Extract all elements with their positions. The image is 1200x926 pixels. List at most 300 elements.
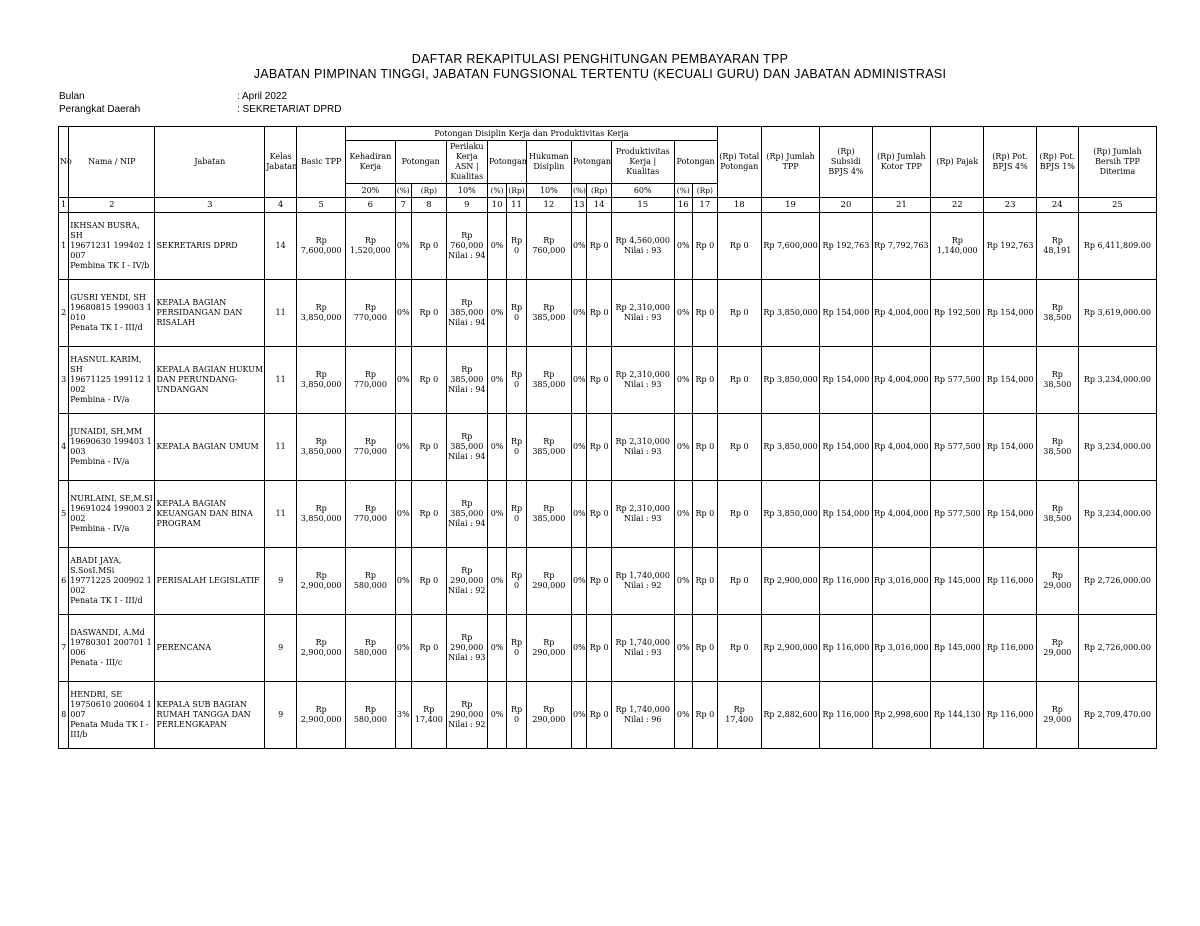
column-number-row [59,198,1157,213]
header-no: No [59,127,69,198]
jumlah-kotor: Rp 7,792,763 [872,213,930,280]
potongan-perilaku-rp: Rp 0 [507,347,526,414]
potongan-kehadiran-rp: Rp 0 [411,347,446,414]
perilaku-kerja: Rp 290,000 Nilai : 93 [446,615,487,682]
employee-nama: HASNUL KARIM, SH [70,355,142,374]
subsidi-bpjs: Rp 116,000 [820,615,872,682]
potongan-perilaku-pct: 0% [487,682,506,749]
jumlah-bersih: Rp 3,619,000.00 [1078,280,1156,347]
total-potongan: Rp 0 [717,548,761,615]
column-number: 21 [872,198,930,213]
hukuman-disiplin: Rp 385,000 [526,347,571,414]
pot-bpjs1: Rp 48,191 [1036,213,1078,280]
column-number: 23 [984,198,1036,213]
basic-tpp: Rp 2,900,000 [297,548,346,615]
column-number: 10 [487,198,506,213]
subsidi-bpjs: Rp 154,000 [820,481,872,548]
employee-name [69,548,155,615]
column-number: 4 [265,198,297,213]
row-no: 6 [59,548,69,615]
header-pajak: (Rp) Pajak [931,127,984,198]
meta-bulan [59,91,287,102]
header-potongan-hk: Potongan [571,141,611,184]
employee-jabatan: KEPALA BAGIAN PERSIDANGAN DAN RISALAH [155,280,265,347]
header-subsidi: (Rp) Subsidi BPJS 4% [820,127,872,198]
pot-bpjs4: Rp 154,000 [984,280,1036,347]
produktivitas-kerja: Rp 2,310,000 Nilai : 93 [611,414,674,481]
pot-bpjs4: Rp 192,763 [984,213,1036,280]
column-number: 12 [526,198,571,213]
header-group: Potongan Disiplin Kerja dan Produktivitas Kerja [346,127,717,141]
table-row [59,280,1157,347]
header-kehadiran: Kehadiran Kerja [346,141,395,184]
potongan-hukuman-rp: Rp 0 [587,481,612,548]
potongan-perilaku-rp: Rp 0 [507,548,526,615]
jumlah-bersih: Rp 6,411,809.00 [1078,213,1156,280]
employee-nama: GUSRI YENDI, SH [70,293,146,302]
potongan-produktivitas-pct: 0% [674,280,692,347]
potongan-kehadiran-rp: Rp 0 [411,213,446,280]
header-pct-hukuman: 10% [526,184,571,198]
potongan-hukuman-rp: Rp 0 [587,280,612,347]
employee-nama: ABADI JAYA, S.SosI.MSi [70,556,122,575]
hukuman-disiplin: Rp 385,000 [526,481,571,548]
potongan-perilaku-rp: Rp 0 [507,682,526,749]
potongan-produktivitas-pct: 0% [674,615,692,682]
pot-bpjs1: Rp 38,500 [1036,481,1078,548]
header-row-1 [59,127,1157,141]
column-number: 9 [446,198,487,213]
table-row [59,548,1157,615]
potongan-perilaku-pct: 0% [487,414,506,481]
potongan-hukuman-pct: 0% [571,682,586,749]
perilaku-kerja: Rp 385,000 Nilai : 94 [446,280,487,347]
header-rp-sym: (Rp) [411,184,446,198]
jumlah-bersih: Rp 3,234,000.00 [1078,481,1156,548]
employee-name [69,280,155,347]
jumlah-tpp: Rp 7,600,000 [761,213,819,280]
kehadiran-kerja: Rp 770,000 [346,414,395,481]
employee-nama: NURLAINI, SE,M.SI [70,494,153,503]
employee-nip: 19691024 199003 2 002 [70,504,152,523]
potongan-hukuman-rp: Rp 0 [587,213,612,280]
potongan-produktivitas-pct: 0% [674,213,692,280]
produktivitas-kerja: Rp 2,310,000 Nilai : 93 [611,347,674,414]
potongan-produktivitas-rp: Rp 0 [693,481,718,548]
header-hukuman: Hukuman Disiplin [526,141,571,184]
hukuman-disiplin: Rp 760,000 [526,213,571,280]
jumlah-kotor: Rp 3,016,000 [872,548,930,615]
potongan-kehadiran-rp: Rp 0 [411,280,446,347]
potongan-produktivitas-rp: Rp 0 [693,414,718,481]
employee-nip: 19671125 199112 1 002 [70,375,152,394]
pot-bpjs4: Rp 116,000 [984,548,1036,615]
kehadiran-kerja: Rp 770,000 [346,347,395,414]
potongan-produktivitas-pct: 0% [674,481,692,548]
produktivitas-kerja: Rp 1,740,000 Nilai : 96 [611,682,674,749]
row-no: 1 [59,213,69,280]
basic-tpp: Rp 3,850,000 [297,414,346,481]
jumlah-bersih: Rp 2,726,000.00 [1078,548,1156,615]
column-number: 14 [587,198,612,213]
kehadiran-kerja: Rp 1,520,000 [346,213,395,280]
potongan-perilaku-rp: Rp 0 [507,280,526,347]
pot-bpjs1: Rp 29,000 [1036,682,1078,749]
column-number: 11 [507,198,526,213]
column-number: 18 [717,198,761,213]
potongan-perilaku-pct: 0% [487,213,506,280]
produktivitas-kerja: Rp 2,310,000 Nilai : 93 [611,481,674,548]
potongan-perilaku-pct: 0% [487,481,506,548]
total-potongan: Rp 0 [717,213,761,280]
employee-jabatan: PERENCANA [155,615,265,682]
jumlah-tpp: Rp 3,850,000 [761,347,819,414]
employee-jabatan: KEPALA BAGIAN UMUM [155,414,265,481]
header-bersih: (Rp) Jumlah Bersih TPP Diterima [1078,127,1156,198]
jumlah-tpp: Rp 2,882,600 [761,682,819,749]
employee-jabatan: KEPALA SUB BAGIAN RUMAH TANGGA DAN PERLENGKAPAN [155,682,265,749]
employee-pangkat: Pembina TK I - IV/b [70,261,150,270]
pajak: Rp 577,500 [931,481,984,548]
potongan-kehadiran-pct: 0% [395,213,411,280]
column-number: 25 [1078,198,1156,213]
total-potongan: Rp 0 [717,347,761,414]
bulan-label: Bulan [59,91,85,102]
employee-pangkat: Pembina - IV/a [70,524,130,533]
header-perilaku: Perilaku Kerja ASN | Kualitas [446,141,487,184]
potongan-produktivitas-rp: Rp 0 [693,682,718,749]
jumlah-bersih: Rp 3,234,000.00 [1078,347,1156,414]
pajak: Rp 577,500 [931,414,984,481]
produktivitas-kerja: Rp 1,740,000 Nilai : 93 [611,615,674,682]
column-number: 24 [1036,198,1078,213]
pot-bpjs1: Rp 38,500 [1036,280,1078,347]
potongan-kehadiran-pct: 0% [395,280,411,347]
perilaku-kerja: Rp 290,000 Nilai : 92 [446,682,487,749]
kelas-jabatan: 11 [265,414,297,481]
header-rp-sym: (Rp) [587,184,612,198]
header-rp-sym: (Rp) [693,184,718,198]
potongan-kehadiran-rp: Rp 0 [411,481,446,548]
column-number: 6 [346,198,395,213]
header-pct-perilaku: 10% [446,184,487,198]
pajak: Rp 192,500 [931,280,984,347]
basic-tpp: Rp 2,900,000 [297,682,346,749]
potongan-perilaku-pct: 0% [487,347,506,414]
header-rp-sym: (Rp) [507,184,526,198]
jumlah-kotor: Rp 2,998,600 [872,682,930,749]
bulan-value: : April 2022 [237,91,288,102]
pajak: Rp 145,000 [931,615,984,682]
kehadiran-kerja: Rp 770,000 [346,481,395,548]
kelas-jabatan: 9 [265,682,297,749]
subsidi-bpjs: Rp 154,000 [820,347,872,414]
hukuman-disiplin: Rp 385,000 [526,280,571,347]
table-row [59,481,1157,548]
employee-nip: 19780301 200701 1 006 [70,638,152,657]
report-title: DAFTAR REKAPITULASI PENGHITUNGAN PEMBAYARAN TPP [411,52,789,66]
header-potongan-kh: Potongan [395,141,446,184]
pot-bpjs4: Rp 154,000 [984,414,1036,481]
perangkat-value: : SEKRETARIAT DPRD [237,104,342,115]
jumlah-kotor: Rp 4,004,000 [872,280,930,347]
kelas-jabatan: 9 [265,615,297,682]
jumlah-tpp: Rp 3,850,000 [761,481,819,548]
potongan-kehadiran-rp: Rp 0 [411,548,446,615]
basic-tpp: Rp 3,850,000 [297,280,346,347]
jumlah-kotor: Rp 3,016,000 [872,615,930,682]
subsidi-bpjs: Rp 116,000 [820,682,872,749]
potongan-produktivitas-pct: 0% [674,548,692,615]
potongan-hukuman-pct: 0% [571,347,586,414]
header-kelas: Kelas Jabatan [265,127,297,198]
employee-jabatan: SEKRETARIS DPRD [155,213,265,280]
potongan-kehadiran-pct: 0% [395,615,411,682]
employee-pangkat: Pembina - IV/a [70,457,130,466]
potongan-hukuman-pct: 0% [571,481,586,548]
subsidi-bpjs: Rp 192,763 [820,213,872,280]
column-number: 2 [69,198,155,213]
potongan-produktivitas-rp: Rp 0 [693,280,718,347]
potongan-hukuman-pct: 0% [571,414,586,481]
pajak: Rp 577,500 [931,347,984,414]
jumlah-tpp: Rp 3,850,000 [761,414,819,481]
potongan-perilaku-rp: Rp 0 [507,615,526,682]
report-subtitle: JABATAN PIMPINAN TINGGI, JABATAN FUNGSIONAL TERTENTU (KECUALI GURU) DAN JABATAN ADMINISTRASI [253,67,947,81]
pajak: Rp 1,140,000 [931,213,984,280]
employee-jabatan: KEPALA BAGIAN HUKUM DAN PERUNDANG-UNDANGAN [155,347,265,414]
perilaku-kerja: Rp 385,000 Nilai : 94 [446,481,487,548]
total-potongan: Rp 0 [717,481,761,548]
potongan-produktivitas-pct: 0% [674,414,692,481]
jumlah-tpp: Rp 3,850,000 [761,280,819,347]
column-number: 20 [820,198,872,213]
employee-jabatan: PERISALAH LEGISLATIF [155,548,265,615]
potongan-hukuman-rp: Rp 0 [587,414,612,481]
header-pct-sym: (%) [395,184,411,198]
employee-nip: 19690630 199403 1 003 [70,437,152,456]
jumlah-bersih: Rp 2,709,470.00 [1078,682,1156,749]
hukuman-disiplin: Rp 290,000 [526,548,571,615]
subsidi-bpjs: Rp 154,000 [820,414,872,481]
produktivitas-kerja: Rp 4,560,000 Nilai : 93 [611,213,674,280]
potongan-hukuman-pct: 0% [571,548,586,615]
potongan-perilaku-rp: Rp 0 [507,414,526,481]
pot-bpjs1: Rp 38,500 [1036,414,1078,481]
potongan-hukuman-pct: 0% [571,615,586,682]
kehadiran-kerja: Rp 580,000 [346,682,395,749]
jumlah-bersih: Rp 3,234,000.00 [1078,414,1156,481]
total-potongan: Rp 0 [717,414,761,481]
pot-bpjs4: Rp 116,000 [984,682,1036,749]
employee-pangkat: Penata - III/c [70,658,123,667]
potongan-kehadiran-pct: 3% [395,682,411,749]
basic-tpp: Rp 3,850,000 [297,347,346,414]
header-pct-sym: (%) [571,184,586,198]
row-no: 4 [59,414,69,481]
header-pct-kehadiran: 20% [346,184,395,198]
header-jabatan: Jabatan [155,127,265,198]
header-jumlah-tpp: (Rp) Jumlah TPP [761,127,819,198]
tpp-table [58,126,1157,749]
header-pct-sym: (%) [674,184,692,198]
employee-name [69,481,155,548]
employee-nip: 19771225 200902 1 002 [70,576,152,595]
meta-perangkat [59,104,341,115]
perilaku-kerja: Rp 290,000 Nilai : 92 [446,548,487,615]
potongan-perilaku-pct: 0% [487,548,506,615]
potongan-kehadiran-pct: 0% [395,414,411,481]
kelas-jabatan: 11 [265,280,297,347]
employee-nama: DASWANDI, A.Md [70,628,145,637]
potongan-hukuman-pct: 0% [571,280,586,347]
potongan-produktivitas-pct: 0% [674,347,692,414]
employee-name [69,213,155,280]
header-potongan-pd: Potongan [674,141,717,184]
employee-pangkat: Penata TK I - III/d [70,323,143,332]
employee-nip: 19750610 200604 1 007 [70,700,152,719]
potongan-produktivitas-rp: Rp 0 [693,615,718,682]
row-no: 5 [59,481,69,548]
employee-nama: IKHSAN BUSRA, SH [70,221,140,240]
pot-bpjs4: Rp 154,000 [984,481,1036,548]
jumlah-kotor: Rp 4,004,000 [872,347,930,414]
column-number: 7 [395,198,411,213]
produktivitas-kerja: Rp 2,310,000 Nilai : 93 [611,280,674,347]
column-number: 5 [297,198,346,213]
potongan-kehadiran-pct: 0% [395,548,411,615]
potongan-produktivitas-rp: Rp 0 [693,213,718,280]
header-pot-bpjs1: (Rp) Pot. BPJS 1% [1036,127,1078,198]
pot-bpjs4: Rp 154,000 [984,347,1036,414]
employee-name [69,347,155,414]
employee-pangkat: Pembina - IV/a [70,395,130,404]
subsidi-bpjs: Rp 116,000 [820,548,872,615]
perilaku-kerja: Rp 385,000 Nilai : 94 [446,414,487,481]
table-body [59,127,1157,749]
column-number: 3 [155,198,265,213]
pot-bpjs1: Rp 29,000 [1036,615,1078,682]
employee-jabatan: KEPALA BAGIAN KEUANGAN DAN BINA PROGRAM [155,481,265,548]
table-row [59,682,1157,749]
column-number: 19 [761,198,819,213]
jumlah-tpp: Rp 2,900,000 [761,615,819,682]
employee-nama: HENDRI, SE [70,690,123,699]
row-no: 2 [59,280,69,347]
subsidi-bpjs: Rp 154,000 [820,280,872,347]
potongan-kehadiran-rp: Rp 0 [411,414,446,481]
header-potongan-pr: Potongan [487,141,526,184]
column-number: 13 [571,198,586,213]
total-potongan: Rp 0 [717,615,761,682]
employee-nip: 19680815 199003 1 010 [70,303,152,322]
potongan-perilaku-rp: Rp 0 [507,213,526,280]
table-row [59,347,1157,414]
potongan-kehadiran-rp: Rp 17,400 [411,682,446,749]
header-pct-sym: (%) [487,184,506,198]
total-potongan: Rp 0 [717,280,761,347]
potongan-kehadiran-pct: 0% [395,481,411,548]
kelas-jabatan: 11 [265,347,297,414]
header-pot-bpjs4: (Rp) Pot. BPJS 4% [984,127,1036,198]
potongan-perilaku-pct: 0% [487,280,506,347]
perilaku-kerja: Rp 760,000 Nilai : 94 [446,213,487,280]
table-row [59,615,1157,682]
header-total-potongan: (Rp) Total Potongan [717,127,761,198]
header-basic: Basic TPP [297,127,346,198]
column-number: 8 [411,198,446,213]
table-row [59,414,1157,481]
potongan-hukuman-rp: Rp 0 [587,615,612,682]
column-number: 22 [931,198,984,213]
kelas-jabatan: 9 [265,548,297,615]
hukuman-disiplin: Rp 290,000 [526,682,571,749]
header-produktivitas: Produktivitas Kerja | Kualitas [611,141,674,184]
potongan-hukuman-rp: Rp 0 [587,548,612,615]
employee-nama: JUNAIDI, SH,MM [70,427,143,436]
jumlah-kotor: Rp 4,004,000 [872,414,930,481]
kelas-jabatan: 14 [265,213,297,280]
pot-bpjs1: Rp 29,000 [1036,548,1078,615]
potongan-produktivitas-pct: 0% [674,682,692,749]
potongan-hukuman-pct: 0% [571,213,586,280]
kelas-jabatan: 11 [265,481,297,548]
kehadiran-kerja: Rp 580,000 [346,548,395,615]
row-no: 7 [59,615,69,682]
potongan-produktivitas-rp: Rp 0 [693,548,718,615]
potongan-kehadiran-rp: Rp 0 [411,615,446,682]
basic-tpp: Rp 3,850,000 [297,481,346,548]
employee-name [69,414,155,481]
row-no: 8 [59,682,69,749]
header-nama: Nama / NIP [69,127,155,198]
basic-tpp: Rp 7,600,000 [297,213,346,280]
employee-nip: 19671231 199402 1 007 [70,241,152,260]
basic-tpp: Rp 2,900,000 [297,615,346,682]
employee-name [69,682,155,749]
employee-pangkat: Penata TK I - III/d [70,596,143,605]
potongan-perilaku-pct: 0% [487,615,506,682]
employee-name [69,615,155,682]
column-number: 15 [611,198,674,213]
column-number: 1 [59,198,69,213]
perangkat-label: Perangkat Daerah [59,104,141,115]
potongan-kehadiran-pct: 0% [395,347,411,414]
table-row [59,213,1157,280]
pajak: Rp 145,000 [931,548,984,615]
potongan-produktivitas-rp: Rp 0 [693,347,718,414]
potongan-hukuman-rp: Rp 0 [587,347,612,414]
column-number: 17 [693,198,718,213]
row-no: 3 [59,347,69,414]
header-pct-produktivitas: 60% [611,184,674,198]
header-jumlah-kotor: (Rp) Jumlah Kotor TPP [872,127,930,198]
hukuman-disiplin: Rp 290,000 [526,615,571,682]
jumlah-tpp: Rp 2,900,000 [761,548,819,615]
pot-bpjs4: Rp 116,000 [984,615,1036,682]
pajak: Rp 144,130 [931,682,984,749]
jumlah-kotor: Rp 4,004,000 [872,481,930,548]
total-potongan: Rp 17,400 [717,682,761,749]
column-number: 16 [674,198,692,213]
hukuman-disiplin: Rp 385,000 [526,414,571,481]
perilaku-kerja: Rp 385,000 Nilai : 94 [446,347,487,414]
potongan-perilaku-rp: Rp 0 [507,481,526,548]
pot-bpjs1: Rp 38,500 [1036,347,1078,414]
produktivitas-kerja: Rp 1,740,000 Nilai : 92 [611,548,674,615]
jumlah-bersih: Rp 2,726,000.00 [1078,615,1156,682]
employee-pangkat: Penata Muda TK I - III/b [70,720,149,739]
